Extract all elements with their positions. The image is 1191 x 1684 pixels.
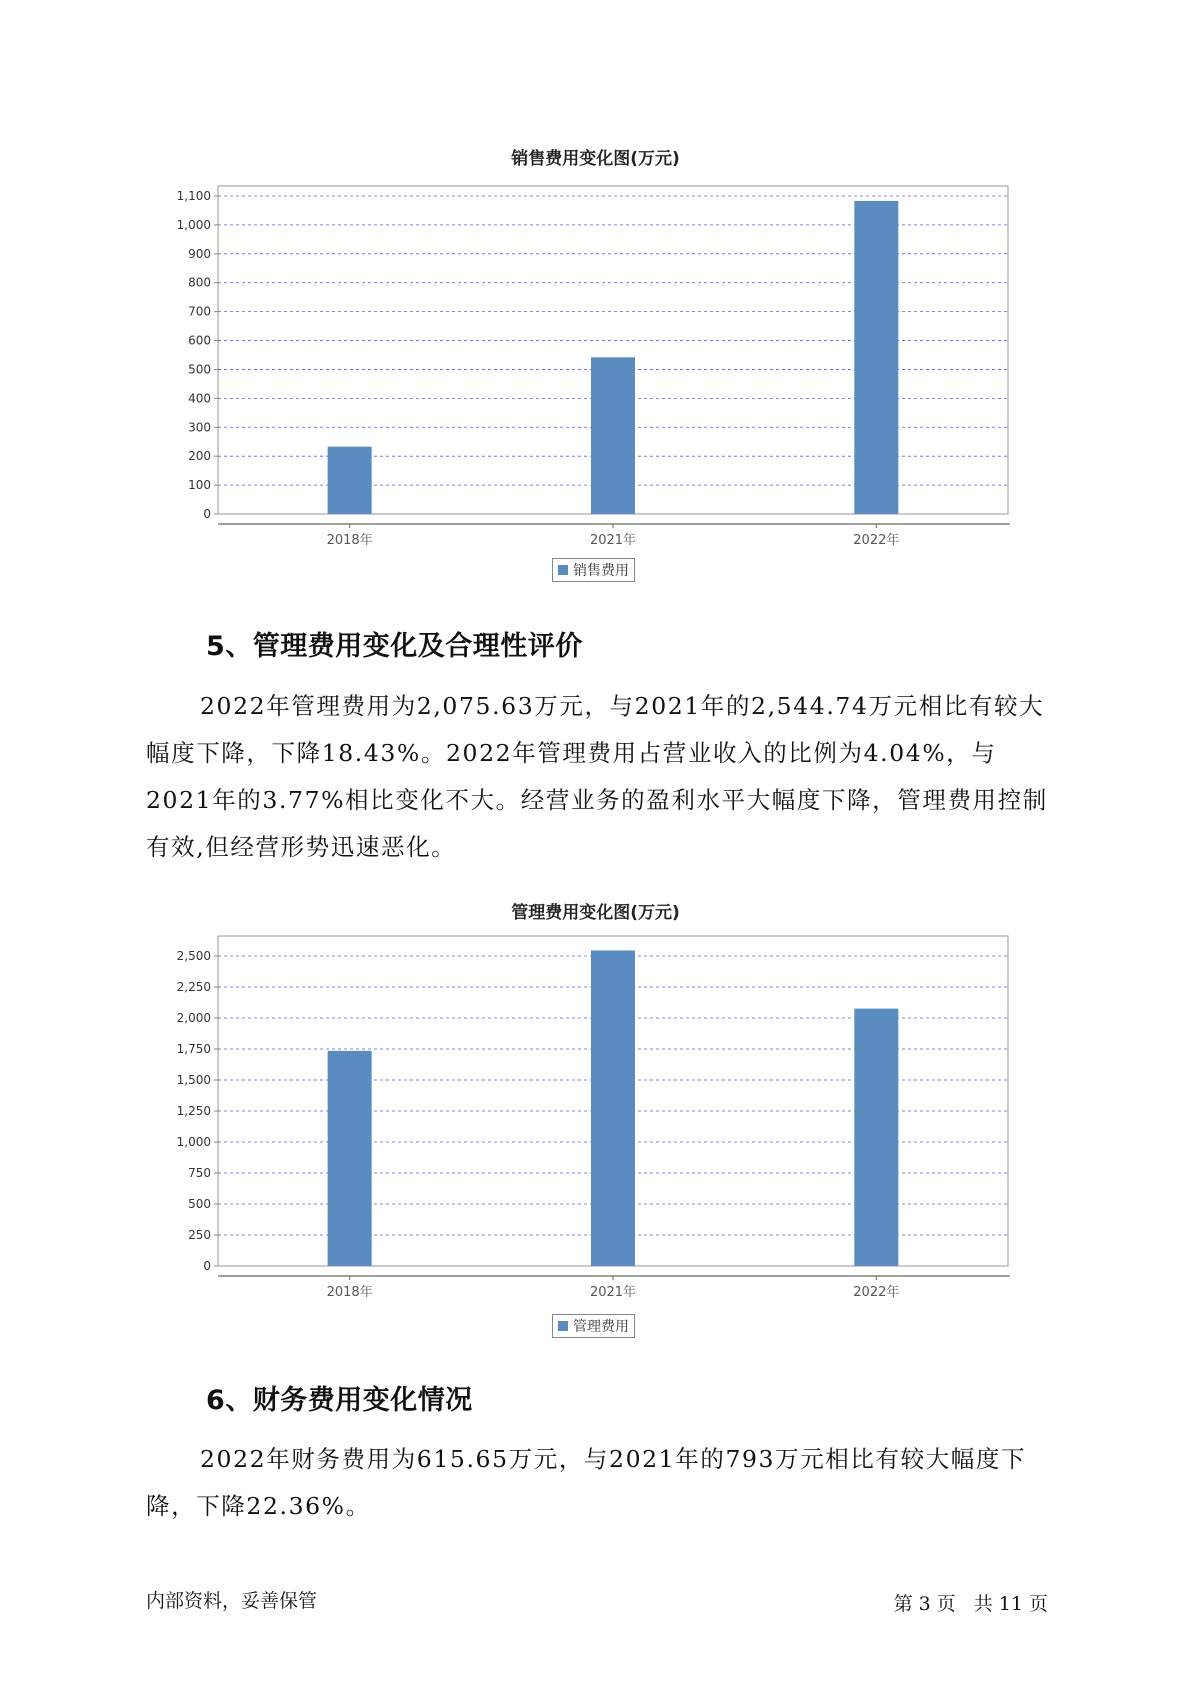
bar (854, 1009, 898, 1266)
total-num: 11 (998, 1593, 1023, 1615)
x-tick-label: 2022年 (853, 533, 900, 548)
y-tick-label: 0 (203, 1259, 211, 1273)
y-tick-label: 1,250 (176, 1104, 211, 1118)
section-heading: 5、管理费用变化及合理性评价 (206, 631, 583, 662)
legend-label: 管理费用 (573, 1319, 629, 1335)
bar (328, 1051, 372, 1266)
y-tick-label: 300 (188, 420, 211, 435)
y-tick-label: 1,000 (176, 1135, 211, 1149)
y-tick-label: 600 (188, 333, 211, 348)
section-paragraph: 2022年管理费用为2,075.63万元，与2021年的2,544.74万元相比有较大幅度下降，下降18.43%。2022年管理费用占营业收入的比例为4.04%，与2021年的3.77%相比变化不大。经营业务的盈利水平大幅度下降，管理费用控制有效,但经营形势迅速恶化。 (146, 692, 1048, 861)
chart-legend (552, 1314, 635, 1338)
legend-label: 销售费用 (573, 563, 629, 579)
y-tick-label: 1,000 (176, 217, 211, 232)
y-tick-label: 500 (188, 362, 211, 377)
y-tick-label: 1,750 (176, 1042, 211, 1056)
x-tick-label: 2018年 (326, 533, 373, 548)
x-tick-label: 2018年 (326, 1285, 373, 1300)
x-tick-label: 2021年 (589, 533, 637, 548)
y-tick-label: 400 (188, 391, 211, 406)
y-tick-label: 2,000 (176, 1011, 211, 1025)
y-tick-label: 900 (188, 246, 211, 261)
page-num: 3 (918, 1593, 931, 1615)
section-heading: 6、财务费用变化情况 (206, 1385, 473, 1416)
chart-title: 管理费用变化图(万元) (511, 903, 680, 923)
y-tick-label: 250 (188, 1228, 211, 1242)
total-unit: 页 (1028, 1593, 1048, 1615)
bar (591, 950, 635, 1266)
footer-confidential: 内部资料，妥善保管 (146, 1590, 318, 1612)
page-unit: 页 (936, 1593, 956, 1615)
footer-page-number (891, 1589, 1051, 1616)
y-tick-label: 1,100 (176, 189, 211, 203)
page-prefix: 第 (893, 1593, 913, 1615)
section-paragraph: 2022年财务费用为615.65万元，与2021年的793万元相比有较大幅度下降，下降22.36%。 (146, 1445, 1027, 1520)
y-tick-label: 750 (188, 1166, 211, 1180)
y-tick-label: 1,500 (176, 1073, 211, 1087)
y-tick-label: 800 (188, 275, 211, 290)
legend-swatch (558, 1321, 568, 1331)
x-tick-label: 2021年 (589, 1285, 637, 1300)
y-tick-label: 0 (203, 507, 211, 521)
total-prefix: 共 (973, 1593, 993, 1615)
y-tick-label: 500 (188, 1197, 211, 1211)
y-tick-label: 2,500 (176, 949, 211, 963)
y-tick-label: 2,250 (176, 980, 211, 994)
y-tick-label: 700 (188, 304, 211, 319)
y-tick-label: 200 (188, 449, 211, 464)
chart-title: 销售费用变化图(万元) (511, 149, 680, 169)
y-tick-label: 100 (188, 478, 211, 493)
x-tick-label: 2022年 (853, 1285, 900, 1300)
